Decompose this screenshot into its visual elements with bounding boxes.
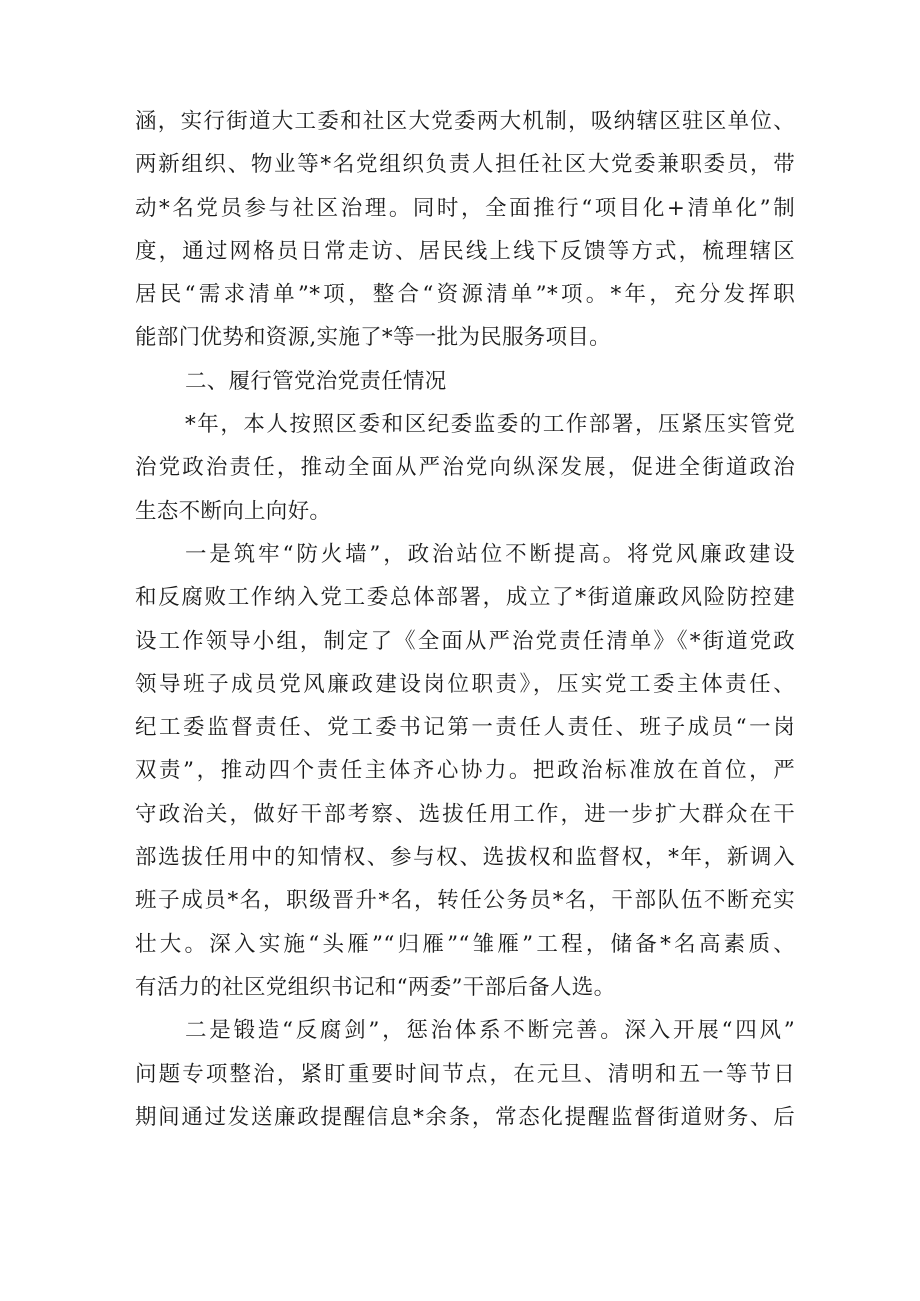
body-line: 能部门优势和资源,实施了*等一批为民服务项目。: [135, 325, 611, 351]
body-line: 问题专项整治，紧盯重要时间节点，在元旦、清明和五一等节日: [135, 1061, 795, 1087]
body-line: 度，通过网格员日常走访、居民线上线下反馈等方式，梳理辖区: [135, 238, 795, 264]
body-line: 领导班子成员党风廉政建设岗位职责》，压实党工委主体责任、: [135, 671, 795, 697]
body-line: 居民“需求清单”*项，整合“资源清单”*项。*年，充分发挥职: [135, 282, 795, 308]
body-line: 双责”，推动四个责任主体齐心协力。把政治标准放在首位，严: [135, 758, 795, 784]
body-line: 和反腐败工作纳入党工委总体部署，成立了*街道廉政风险防控建: [135, 585, 795, 611]
document-body: [135, 100, 795, 1139]
body-line: 班子成员*名，职级晋升*名，转任公务员*名，干部队伍不断充实: [135, 888, 795, 914]
body-line: 期间通过发送廉政提醒信息*余条，常态化提醒监督街道财务、后: [135, 1104, 795, 1130]
body-line: 设工作领导小组，制定了《全面从严治党责任清单》《*街道党政: [135, 628, 795, 654]
body-line: 两新组织、物业等*名党组织负责人担任社区大党委兼职委员，带: [135, 152, 795, 178]
body-line: 守政治关，做好干部考察、选拔任用工作，进一步扩大群众在干: [135, 801, 795, 827]
body-line: 壮大。深入实施“头雁”“归雁”“雏雁”工程，储备*名高素质、: [135, 931, 795, 957]
body-line: 动*名党员参与社区治理。同时，全面推行“项目化+清单化”制: [135, 195, 795, 221]
body-line: 治党政治责任，推动全面从严治党向纵深发展，促进全街道政治: [135, 455, 795, 481]
body-line: 一是筑牢“防火墙”，政治站位不断提高。将党风廉政建设: [185, 541, 795, 567]
body-line: 有活力的社区党组织书记和“两委”干部后备人选。: [135, 974, 616, 1000]
section-heading: 二、履行管党治党责任情况: [185, 368, 447, 394]
body-line: *年，本人按照区委和区纪委监委的工作部署，压紧压实管党: [185, 412, 795, 438]
body-line: 二是锻造“反腐剑”，惩治体系不断完善。深入开展“四风”: [185, 1018, 795, 1044]
body-line: 部选拔任用中的知情权、参与权、选拔权和监督权，*年，新调入: [135, 845, 795, 871]
body-line: 生态不断向上向好。: [135, 498, 332, 524]
body-line: 涵，实行街道大工委和社区大党委两大机制，吸纳辖区驻区单位、: [135, 109, 795, 134]
body-line: 纪工委监督责任、党工委书记第一责任人责任、班子成员“一岗: [135, 715, 795, 741]
